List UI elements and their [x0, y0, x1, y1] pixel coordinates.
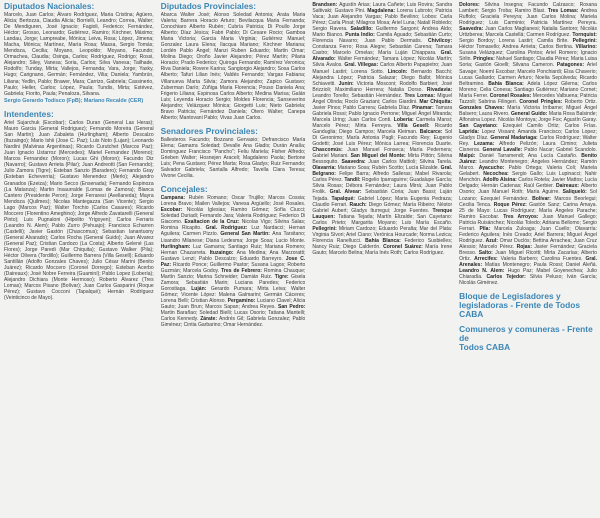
diputados-nacionales-list: Marcelo, Juan Carlos; Álvaro Rodríguez, Maria Cristina; Agüero, Alicia; Bertozza, Claudia Alicia; Borrielli, Leandro; Correa, Walter; De Mendiguren, José Ignacio; Fagioli, Federico; Fernández, Héctor; Grosso, Leonardo; Gutiérrez, Ramiro; Kirchner, Máximo; Landau, Jorge; Lampreabe, Mónica; Leiva, Rosa; López, Jimena; Macha, Mónica; Martínez, María Rosa; Massa, Sergio Tomás; Mendoza, Cecilia; Moyano, Leopoldo; Moyano, Facundo; Ormachea, Claudia; Osinga, Carlos; Rodríguez, Rodrigo; Rossi, Alejandro; Siley, Vanesa; Soria, Carlos; Silva Vanesa; Tailhade, Rodolfo; Tunday, Mirta; Vallejos, Fernanda; Vara, Jorge; Yasky, Hugo; Carignano, Germán; Fernández, Vilia; Daniela; Yambrún, Liliana; Yedlin, Pablo; Brawer, Mara; Carrizo, Gabriela; Cassinerio, Paulo; Heller, Carlos; López, Paula; Tundis, Mirta; Estévez, Gabriela; Fiorito, Paula; Penaloza, Silvana.	[4, 12, 154, 97]
place-label: Adolfo Alsina:	[482, 177, 519, 184]
place-label: Exaltacion de la Cruz:	[184, 219, 242, 226]
place-label: Tres Lomas:	[404, 92, 438, 99]
diputados-nacionales-heading: Diputados Nacionales:	[4, 2, 95, 11]
place-label: Pinamar:	[412, 104, 436, 111]
place-label: Necochea:	[483, 171, 513, 178]
concejales-list: Campana: Rubén Romano; Oscar Trujillo; Marcos Cossia; Lorena Bravo; Mailen Vallejos; Vanesa Argüello; José Rosales. Escobar: Nicolás Iglesias; Ramiro Gómez; Sofía Ciucci; Soledad Duriadi; Fernando Jara; Valeria Rodriguez; Federico Di Giacomo. Exaltacion de la Cruz: Nicolas Vigo; Silvina Salas; Romina Ricapito. Gral. Rodriguez: Luz Nardacci; Hernan Aguilera; Carmen Pizzio. General San Martin: Ana Tarsitano; Lisandro Milanese; Diana Ledesma; Jorge Sosa; Lucio Monte. Hurlingham: Luz Gamarra; Santiago Ruiz; Mariana Romero; Hernan Chazarreta. Ituzaingo: Ana Medina; Ana Marzoratti; Gustavo Lenzi; Pablo Descalzo; Eduardo Barreyro. Jose C. Paz: Ricardo Ponce; Guillermo Pastor; Susana Lagos; Roberto Guzmán; Marcela Godoy. Tres de Febrero: Romina Chauque; Martín Sanzio; Marina Schneider; Damián Ruiz. Tigre: Gisela Zamora; Sebastián Marin; Luciana Paredes; Federico Gorostiaga. Luján: Gerardo Pumara; Mirta Leiva; Walter Gómez; Vicente López: Malena Galmarini; Germán Cáceres; Lorena Belli; Cristian Alonso. Pergamino: Luciano Clavel; Alicia Gauto; Juan Brun; Marcos Sapan; Andrea Reyes. San Pedro: Martin Barañao; Soledad Bielli; Lucas Osorio; Tatiana Mantelli; Carlos Kennedy. Zárate: Andrés Gil; Gabriela Gonzalez; Pablo Giménez; Cintia Garbarino; Omar Hernández.	[160, 195, 306, 329]
place-label: Bahía Blanca:	[365, 237, 405, 244]
place-label: Pergamino:	[227, 297, 258, 304]
concejales-list-final: Dolores: Silvina Insegna; Facundo Calzasco; Roxana Lambert; Sergio Troba; Ramiro Blasi. Tres Lomas: Andrea Ruffolo; Graciela Pereyra; Juan Carlos Molina; Mariela Rodríguez; Luis Carminio; Patricia Martínez Pereyra. Saavedra: Juan Carlos Maglianesi; Natalia Santoro; Nicolás Urtizberea; Marcela Castellá; Carmen Rodríguez. Tornquist: Sergio Bordoy; Lorena Lastiri; Camila Brite. Pellegrini: Héctor Tomasello; Andrea Arrieta; Carlos Bertina. Villarino: Susana Velázquez; Carolina Pintos; Ariel Romero; Ignacio Sirlin. Pringles: Nahuel Santiago; Claudia Pérez; Maria Luisa Soria; Gastón Gioelli; Silvana Cameron. Patagones: Ariel Savage; Noemí Escobar; Marcelo Ponchiardi; Elsa Chaverio; Lucas Gallardo; Carmen Arturo; Noelia Sepúlveda; Ricardo Beltramino. Bahía Blanca: Adela López Gilerna; Carlos Moreno; Celia Conesa; Santiago Gutiérrez; Mariano Cornet; María Ferrer. Coronel Rosales: Mercedes Valbuena; Patricia Tazzoli; Sabrina Filingeri. Coronel Pringles: Roberto Ortiz. Gonzales Chaves: María Victoria Irribarne; Miguel Ángel Balsero; Laura Rivero. General Guido: Maria Rosa Balsinde; Alfonsina Lopez. Nicolás Montoya; Jorge Fox; Agustín Garay. San Cayetano: Ezequiel Camilo Ortiz; Carlos Frías. Laprida: Lopez Vissani; Amanda Francisco; Carlos Lopez; Gladys Díaz. General Madariaga: Carlos Rodríguez; Walter Rey. Lezama: Alfredo Pelizón; Laura Cimino; Julieta Cisneros. General Lavalle: Pablo Nacar; Gabriel Scandolo. Maipú: Daniel Tarramendi; Ana Lucía Castaño. Benito Juárez: Leandro Montenegro; Ángeles Hernández; Ramón Marco. Ayacucho: Pablo Ortega; Valeria Coli; Mariela Gelabert. Necochea: Sergio Gallo; Luis Lupinacci; Nahir Menchón. Adolfo Alsina: Carlos Rotela; Javier Mattos; Lucía Delgado; Hernán Cadenas; Raúl Gerbier. Daireaux: Alberto Osorio; Juan Manuel Roth; María Aguirre. Saliqueló: Sol Lozano; Ezequiel Fernández. Bolívar: Marcos Beorlegui; Cecilia Tenca. Roque Pérez: Gastón Sanz; Carina Amaya. 25 de Mayo: Lucas Rodríguez; María Ángeles Parache; Ramiro Escobar. Tres Arroyos: Juan Manuel Gallego; Patricia Ruisánchez; Nicolás Toledo; Adriana Bellomo; Sergio Ferrari. Pila: Marcela Zuloaga; Juan Cuello; Olavarría: Federico Aguilera; Inés Creado; Ariel Barrera; Miguel Ángel Rodríguez. Azul: Omar Duclós; Bettina Arrachea; Juan Cruz Alessio; Marcelo Pérez. Rojas: Javier Fernández; Graciela Bresso. Salto: Juan Miguel Ricotti; Mirta Zacarías; Alberto Ortiz. Arrecifes: Valeria Barbero; Carolina Fuentes. Gral. Arenales: Matías Montenegro; Paula Rossi; Daniel Aleñá. Leandro N. Alem: Hugo Paz; Mabel Goyenechea; Julio Chiaradía. Carlos Tejedor: Silvia Peluso; Iván García; Nicolás Giménez.	[459, 2, 597, 287]
place-label: Escobar:	[160, 207, 187, 214]
senadores-provinciales-list: Ballesteros Facundo; Bozzano Gervasio; Defrancisco María Elena; Gamarra Soledad; Devalle Ana Gladis; Durán Analía; Dominguez Francisco "Pancho"; Feliu Mariela; Fisher Alfredo; Grieben Walter; Hosnejen Araceli; Magdaleno Paola; Bertone Luis; Pena Gustavo; Pérez Marta; Rosa Gladys; Ruiz Fernando; Salvador Gabriela; Santalla Alfredo; Tavella Clara Teresa; Vivone Cecilia.	[160, 136, 306, 180]
place-label: Maipú:	[459, 153, 480, 160]
diputados-nacionales-note: Sergio Gerardo Todisco (FpB); Mariano Recalde (CER)	[4, 97, 144, 104]
column-4	[459, 2, 597, 518]
place-label: General San Martin:	[220, 231, 273, 238]
place-label: Saavedra:	[341, 159, 369, 166]
place-label: Rojas:	[516, 243, 535, 250]
column-3	[312, 2, 452, 518]
bloque-legisladores-heading-line-2: legisladoras - Frente de Todos CABA	[459, 300, 580, 320]
place-label: San Cayetano:	[459, 122, 503, 129]
place-label: Tres de Febrero:	[221, 267, 265, 274]
place-label: Salto:	[478, 249, 496, 256]
place-label: Benito Juárez:	[459, 153, 597, 166]
place-label: Ayacucho:	[478, 165, 509, 172]
place-label: Lobería:	[393, 116, 416, 123]
place-label: Punta Indio:	[345, 32, 377, 39]
comuneros-heading	[459, 325, 597, 352]
place-label: General Lavalle:	[482, 147, 525, 154]
place-label: Gral. Villegas:	[344, 62, 380, 69]
place-label: Gral. Belgrano:	[312, 165, 453, 178]
place-label: Tigre:	[274, 273, 292, 280]
place-label: Luján:	[191, 285, 211, 292]
place-label: Tres Lomas:	[547, 8, 581, 15]
place-label: Olavarría:	[312, 165, 338, 172]
bloque-legisladores-heading-line-1: Bloque de Legisladores y	[459, 291, 561, 302]
place-label: Brandsen:	[312, 2, 340, 8]
column-2	[161, 2, 306, 518]
diputados-provinciales-heading: Diputados Provinciales:	[160, 2, 257, 11]
place-label: Gonzales Chaves:	[459, 104, 508, 111]
place-label: Balcarce:	[419, 128, 445, 135]
place-label: Rauch:	[349, 201, 369, 208]
place-label: Pellegrini:	[572, 38, 597, 45]
place-label: Bolívar:	[532, 195, 555, 202]
comuneros-heading-line-2: Todos CABA	[459, 342, 511, 353]
senadores-provinciales-heading: Senadores Provinciales:	[160, 125, 258, 136]
place-label: Jose C. Paz:	[160, 255, 306, 268]
diputados-provinciales-list: Abarca Walter José; Alonso Soledad Antonia; Arata Maria Valeria; Barrera Horacio Arturo; Bevilacqua Maria Fernanda; Conochiaro Alberto Rubén; Cubría Patricia; Di Poullo Jorge Alberto; Díaz Jésica; Fabri Pablo; Di Cesare Rocio; Gamboa Maria Victoria; Garcia Maria Virginia; Gutiérrez Manuel; Gonzalez Laura Elena; Ilacqua Mariano; Kirchner Mariana; Lordén Pablo Ángel; Manzi Ruben Eduardo; Martin Omar; Molina Diego; Oroño Javier Alejandro; Pérez Martín; Pilaria Horacio; Prado Federico; Quiroga Fernando; Ramírez Veronica; Riva Daniela; Rovere Karina; Sangiorgio Alejandro; Sosa Carlos Alberto; Tafuri Lilian Inés; Valdés Fernando; Vargas Fabiana; Villanueva Marta Silvia; Zamora Alejandro; Zapico Gustavo; Zuberman Darío; Zúñiga Maria Florencia; Pouso Daniela Ana; Frigerio Liliana; Espinosa Carlos Alberto; Medina Marisa; Galán Luis; Leyenda Horacio Sergio; Moldes Florencia; Sanseverino Alejandro; Velázquez Mónica; Giorgetti Luis; Nieto Gabriela; Bravo Patricia; Fernández Daniela; Otero Walter; Canepa Alberto; Mantovani Pablo; Vivas Juan Carlos.	[160, 12, 306, 121]
place-label: Leandro N. Alem:	[459, 268, 508, 275]
place-label: General Madariaga:	[490, 135, 540, 142]
place-label: Patagones:	[556, 62, 587, 69]
place-label: Laprida:	[459, 128, 482, 135]
place-label: Mar Chiquita:	[419, 98, 453, 105]
place-label: Tapalqué:	[331, 195, 358, 202]
place-label: Bahía Blanca:	[488, 80, 528, 87]
place-label: Lezama:	[474, 141, 500, 148]
place-label: Saavedra:	[459, 26, 486, 33]
place-label: Rivadavia:	[426, 86, 453, 93]
place-label: Pellegrini:	[312, 225, 339, 232]
bloque-legisladores-heading	[459, 292, 597, 319]
place-label: Chivilcoy:	[428, 38, 453, 45]
place-label: Villa Gesell:	[397, 122, 435, 129]
place-label: Hurlingham:	[160, 243, 194, 250]
intendentes-list: Ariel Sujarchuk (Escobar); Carlos Duran (General Las Heras); Mauro Garcia (General Rodriguez); Fernando Moreira (General San Martin); Juan Zabaleta (Hurlingham); Alberto Descalzo (Ituzaingo); Mario Ishii (Jose C. Paz); Luis Noto (Lujan); Leonardo Nardini (Malvinas Argentinas); Ricardo Curutchet (Marcos Paz); Juan Ignacio Ustarroz (Mercedes); Mariel Fernandez (Moreno); Marcos Fernandez (Moron); Lucas Ghi (Moron); Facundo Diz (Navarro); Gustavo Arrieta (Pilar); Juan Andreotti (San Fernando); Julio Zamora (Tigre); Esteban Sanzio (Baradero); Fernando Gray (Esteban Echeverria); Gustavo Menendez (Merlo); Alejandro Granados (Ezeiza); Mario Secco (Ensenada); Fernando Espinoza (La Matanza); Martin Insaurralde (Lomas de Zamora); Blanca Cantero (Presidente Peron); Jorge Ferraresi (Avellaneda); Mayra Mendoza (Quilmes); Nicolas Mantegazza (San Vicente); Sergio Lago (Marcos Paz); Walter Torchio (Carlos Casares); Ricardo Moccero (Florentino Ameghino); Jorge Alfredo Zavatarelli (General Pinto); Luis Pugnaloni (Hipolito Yrigoyen); Carlos Ferraris (Leandro N. Alem); Pablo Zurro (Pehuajo); Francisco Echarren (Castelli); Javier Gastón (Chascomus); Sebastian Ianantuony (General Alvarado); Carlos Rocha (General Guido); Juan Alvarez (General Paz); Cristian Cardozo (La Costa); Alberto Gelené (Las Flores); Jorge Paredi (Mar Chiquita); Gustavo Walker (Pila); Héctor Olivera (Tordillo); Guillermo Barrera (Villa Gesell); Eduardo Santillán (Adolfo Gonzales Chaves); Julio César Marini (Benito Juárez); Ricardo Moccero (Coronel Dorrego); Esteban Acerbo (Daireaux); José Nobre Ferreira (Guaminí); Pablo Lopez (Lobería); Alejandro Dichiara (Monte Hermoso); Roberto Álvarez (Tres Lomas); Marcos Pisano (Bolívar); Juan Carlos Gasparini (Roque Pérez); Gustavo Cocconi (Tapalqué); Hernán Rodríguez (Veinticinco de Mayo).	[4, 120, 154, 302]
intendentes-heading: Intendentes:	[4, 109, 54, 120]
concejales-list-continued: Brandsen: Agustín Arias; Laura Cañete; Luis Rovira; Sandra Saltivaki; Gustavo Pini. Magdalena: Lorena Lubroto; Patricia Vaca; Juan Alejandro Vargas; Pablo Bevilino; Lobos: Carla Pérez; Carla Pinat; Milagros Mosa; Ariel Luna; Natalí Robledo; Sergio Ravera. Saladillo: Guillermo Sargoni; Andrea Aldo; Mario Bianco. Punta Indio: Camila Aguado; Sebastián Curto; Florencia Navarro; Juan Pablo Dermatis. Chivilcoy: Constanza Ferro; Rosa Alegre; Sebastián Carena; Tamara Castro; Marcelo Ornelas; María Luján Chiappara. Gral. Alvarado: Walter Fernández; Tamara López; Nicolás Martín; Silvia Ávalos. Gral. Villegas: Carlos Alberto Papapietro; Juan Manuel Lastiri; Lorena Sotto. Lincoln: Bernardo Bacchi; Alejandra López; Patricia Salazar; Diego Balbi; Mónica Schiavetti. Junín: Victoria Mosconi; Rodolfo Barbieri; José Brizzioli; Maximiliano Herrera; Natalia Dorso. Rivadavia: Leandro Torello; Sebastián Hernández. Tres Lomas: Miguel Ángel Olinda; Rocío Graziani; Carlos Giardini. Mar Chiquita: Javier Pinos; Pablo Carrera; Gabriela Díaz. Pinamar: Tamara Gabriela Rossi; Pablo Ignacio Perrone; Miguel Ángel Miranda; Marcela Uring; Juan Carlos Conti. Lobería: Carmela Mansi; Marcelo Pérez; Mirta Ferreyra. Villa Gesell: Ricardo Ganduglia; Diego Campos; Marcela Kleiman. Balcarce: Sol Di Geronimo; María Antonia Pagli; Facundo Rey; Eugenio Godetti; José Luis Pérez; Mónica Larrea; Florencia Duarte. Chascomús: Juan Manuel Fonseca; María Pedernera; Gabriel Mariani. San Miguel del Monte: Mirta Pittón; Silvina Bessoquito. Saavedra: Juan Carlos Mattioli; Silvina Tarela. Olavarría: Mariano Sosa; Rubén Scotto; Lucía Elizalde. Gral. Belgrano: Felipe Barra; Alfredo Salleras; Mabel Rivarola; Carlos Pérez. Tandil: Rogelio Iparraguirre; Guadalupe García; Silvia Rosas; Débora Fernández; Laura Mirrá; Juan Pablo Frolik. Gral. Alvear: Sebastián Coria; Juan Bassi; Luján Tejada. Tapalqué: Gabriel López; Maria Eugenia Pedraza; Claudio Ferrari. Rauch: Diego Gómez; María Ribeiro; Néstor Gabriel Aubert; Gladys Iturregui; Jorge Fuentes. Trenque Lauquen: Tatiana Tejada; Martín Elizalde; San Cayetano: Carlos Prieto; Margarita Moyano; Luis María Escaño. Pellegrini: Miriam Cardozo; Eduardo Peralta; Mar del Plata: Virginia Sívori; Ariel Ciano; Verónica Hourcade; Norma Lezica; Florencia Ranellucci. Bahía Blanca: Federico Susbielles; Nancy Ruiz; Diego Calderón. Coronel Suárez: María Irene Gauto; Marcelo Belina; María Inés Roth; Carlos Rodríguez.	[312, 2, 453, 256]
place-label: Saliqueló:	[562, 189, 590, 196]
place-label: Trenque Lauquen:	[312, 207, 453, 220]
place-label: Daireaux:	[555, 183, 581, 190]
place-label: Gral. Arenales:	[459, 255, 597, 269]
place-label: San Miguel del Monte:	[350, 153, 408, 160]
place-label: Villarino:	[575, 44, 597, 51]
place-label: Ituzaingo:	[209, 249, 237, 256]
place-label: Chascomús:	[312, 147, 348, 154]
place-label: Pringles:	[473, 56, 497, 63]
place-label: Dolores:	[459, 2, 485, 8]
column-1	[4, 2, 154, 518]
place-label: Magdalena:	[367, 8, 398, 15]
place-label: Gral. Alvarado:	[312, 50, 453, 63]
place-label: Saladillo:	[350, 26, 376, 33]
place-label: Arrecifes:	[474, 255, 501, 262]
place-label: Pila:	[479, 225, 495, 232]
comuneros-heading-line-1: Comuneros y comuneras - Frente de	[459, 324, 593, 344]
place-label: Carlos Tejedor:	[486, 274, 530, 281]
place-label: Junín:	[338, 80, 357, 87]
place-label: Tandil:	[344, 177, 363, 184]
place-label: Coronel Suárez:	[383, 243, 426, 250]
concejales-heading: Concejales:	[160, 184, 208, 195]
place-label: Campana:	[160, 195, 189, 202]
place-label: Tornquist:	[572, 32, 597, 39]
place-label: Tres Arroyos:	[503, 213, 543, 220]
place-label: Lincoln:	[387, 68, 412, 75]
place-label: Zárate:	[200, 316, 220, 323]
place-label: General Guido:	[510, 110, 549, 117]
place-label: Roque Pérez:	[493, 201, 530, 208]
place-label: San Pedro:	[277, 304, 306, 311]
place-label: Gral. Rodriguez:	[205, 225, 252, 232]
place-label: Azul:	[485, 237, 500, 244]
place-label: Coronel Pringles:	[519, 98, 565, 105]
place-label: Coronel Rosales:	[489, 92, 533, 99]
place-label: Gral. Alvear:	[329, 189, 366, 196]
